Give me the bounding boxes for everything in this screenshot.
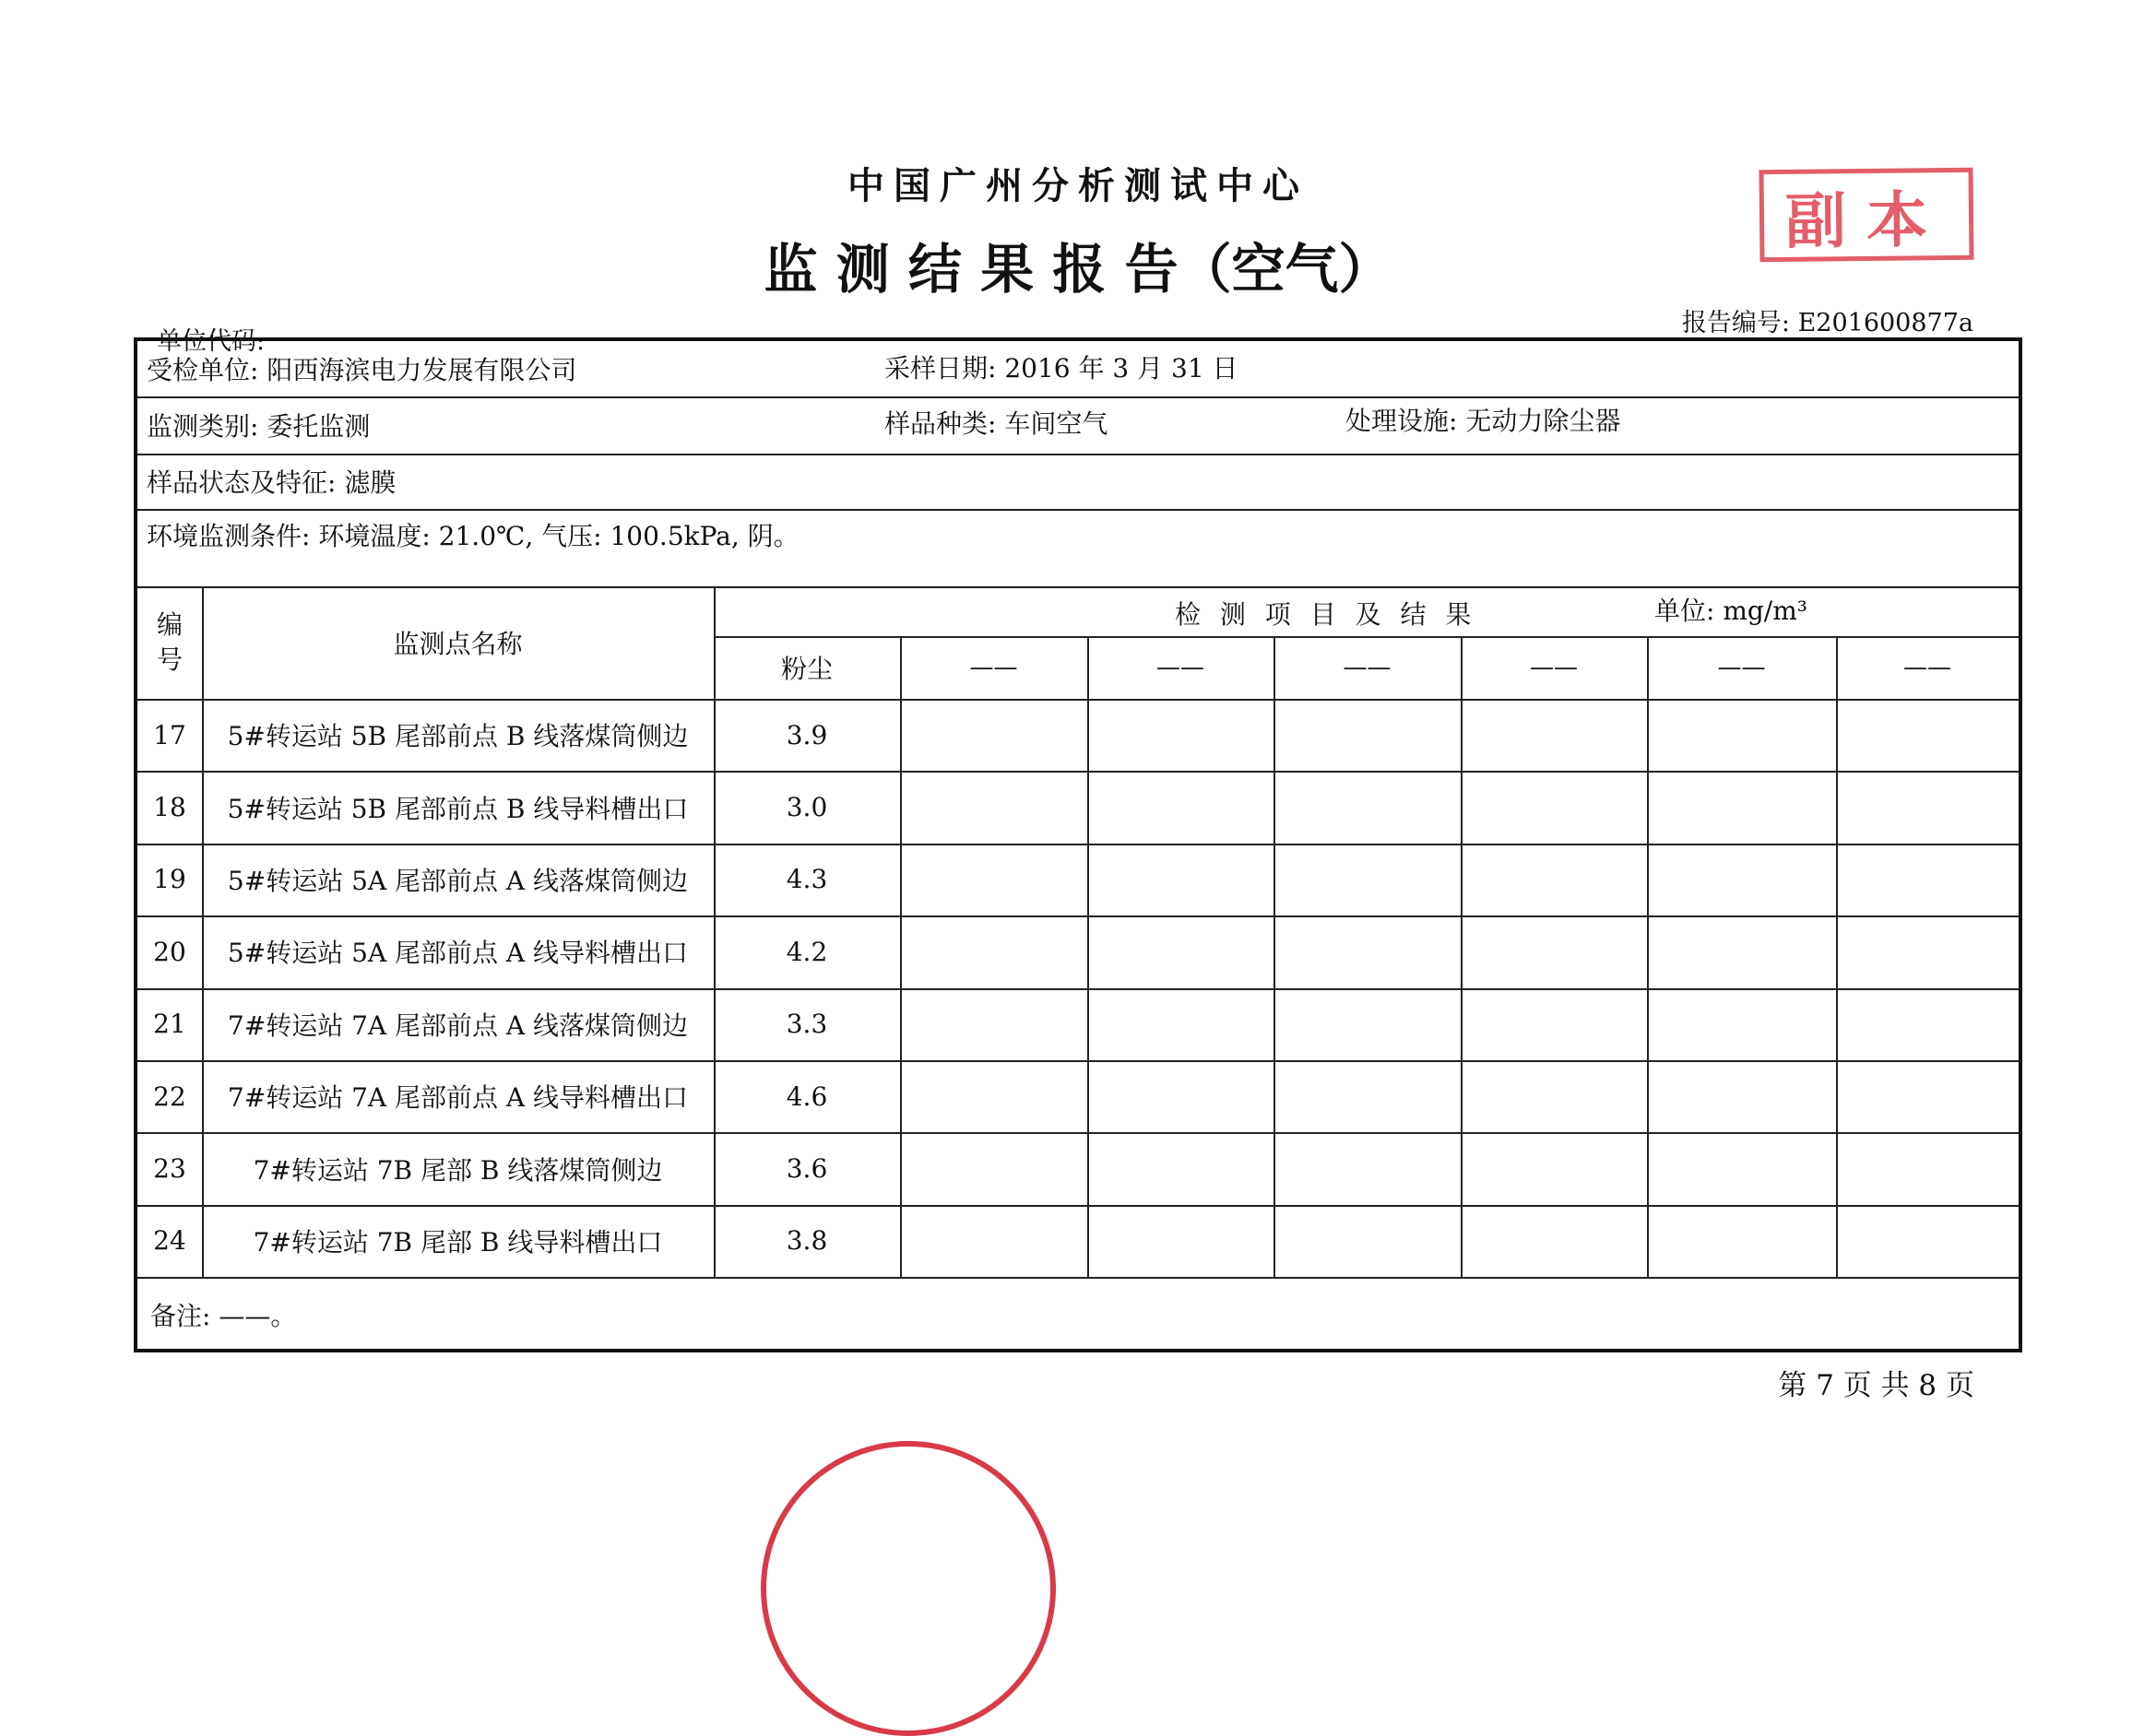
dust-value: 3.0 (786, 792, 828, 823)
facility-field: 处理设施: 无动力除尘器 (1345, 406, 1621, 436)
column-point-header: 监测点名称 (393, 629, 523, 659)
organization-title: 中国广州分析测试中心 (847, 165, 1309, 207)
monitor-type-field: 监测类别: 委托监测 (147, 411, 371, 442)
remark: 备注: ——。 (150, 1301, 297, 1331)
sample-type-field: 样品种类: 车间空气 (884, 408, 1108, 439)
row-number: 17 (153, 719, 186, 750)
unit-label: 单位: mg/m³ (1654, 596, 1808, 626)
row-number: 18 (153, 792, 186, 823)
sample-state-field: 样品状态及特征: 滤膜 (147, 467, 397, 498)
dust-value: 4.6 (786, 1081, 828, 1112)
row-number: 21 (153, 1009, 186, 1040)
divider (137, 454, 2019, 455)
divider (1087, 636, 1089, 1277)
monitoring-point: 7#转运站 7B 尾部 B 线导料槽出口 (253, 1226, 663, 1258)
monitoring-point: 5#转运站 5A 尾部前点 A 线落煤筒侧边 (227, 865, 689, 896)
divider (1461, 636, 1463, 1277)
divider (1836, 636, 1838, 1277)
row-number: 20 (153, 936, 186, 967)
items-header: 检 测 项 目 及 结 果 (1175, 599, 1477, 630)
sampling-date-field: 采样日期: 2016 年 3 月 31 日 (884, 353, 1238, 384)
monitoring-point: 7#转运站 7B 尾部 B 线落煤筒侧边 (253, 1154, 663, 1186)
dust-value: 4.2 (786, 936, 828, 967)
divider (900, 636, 902, 1277)
monitoring-point: 7#转运站 7A 尾部前点 A 线落煤筒侧边 (227, 1010, 689, 1041)
column-empty-header: —— (1903, 654, 1951, 681)
dust-value: 3.9 (786, 719, 828, 750)
monitoring-point: 7#转运站 7A 尾部前点 A 线导料槽出口 (227, 1082, 689, 1114)
dust-value: 4.3 (786, 864, 828, 895)
row-number: 24 (153, 1225, 186, 1257)
column-empty-header: —— (1717, 654, 1766, 681)
divider (137, 1277, 2019, 1279)
column-number-header: 编号 (156, 609, 183, 675)
column-empty-header: —— (1156, 654, 1204, 681)
client-field: 受检单位: 阳西海滨电力发展有限公司 (147, 355, 577, 385)
dust-value: 3.8 (786, 1225, 828, 1257)
unit-code-label: 单位代码: (157, 327, 266, 356)
conditions-field: 环境监测条件: 环境温度: 21.0℃, 气压: 100.5kPa, 阴。 (147, 521, 800, 551)
monitoring-point: 5#转运站 5A 尾部前点 A 线导料槽出口 (227, 938, 689, 969)
dust-value: 3.6 (786, 1153, 828, 1185)
column-dust-header: 粉尘 (780, 654, 833, 684)
column-empty-header: —— (969, 654, 1018, 681)
divider (1273, 636, 1275, 1277)
column-empty-header: —— (1343, 654, 1392, 681)
divider (1647, 636, 1649, 1277)
official-seal (761, 1441, 1056, 1736)
copy-stamp: 副本 (1759, 168, 1973, 262)
column-empty-header: —— (1530, 654, 1578, 681)
monitoring-point: 5#转运站 5B 尾部前点 B 线导料槽出口 (227, 793, 689, 824)
results-table (134, 337, 2022, 1352)
row-number: 23 (153, 1153, 186, 1185)
monitoring-point: 5#转运站 5B 尾部前点 B 线落煤筒侧边 (227, 721, 689, 752)
report-title: 监 测 结 果 报 告（空气） (764, 238, 1392, 301)
row-number: 22 (153, 1081, 186, 1112)
page-number: 第 7 页 共 8 页 (1778, 1369, 1974, 1402)
report-number: 报告编号: E201600877a (1681, 309, 1973, 337)
row-number: 19 (153, 864, 186, 895)
dust-value: 3.3 (786, 1009, 828, 1040)
